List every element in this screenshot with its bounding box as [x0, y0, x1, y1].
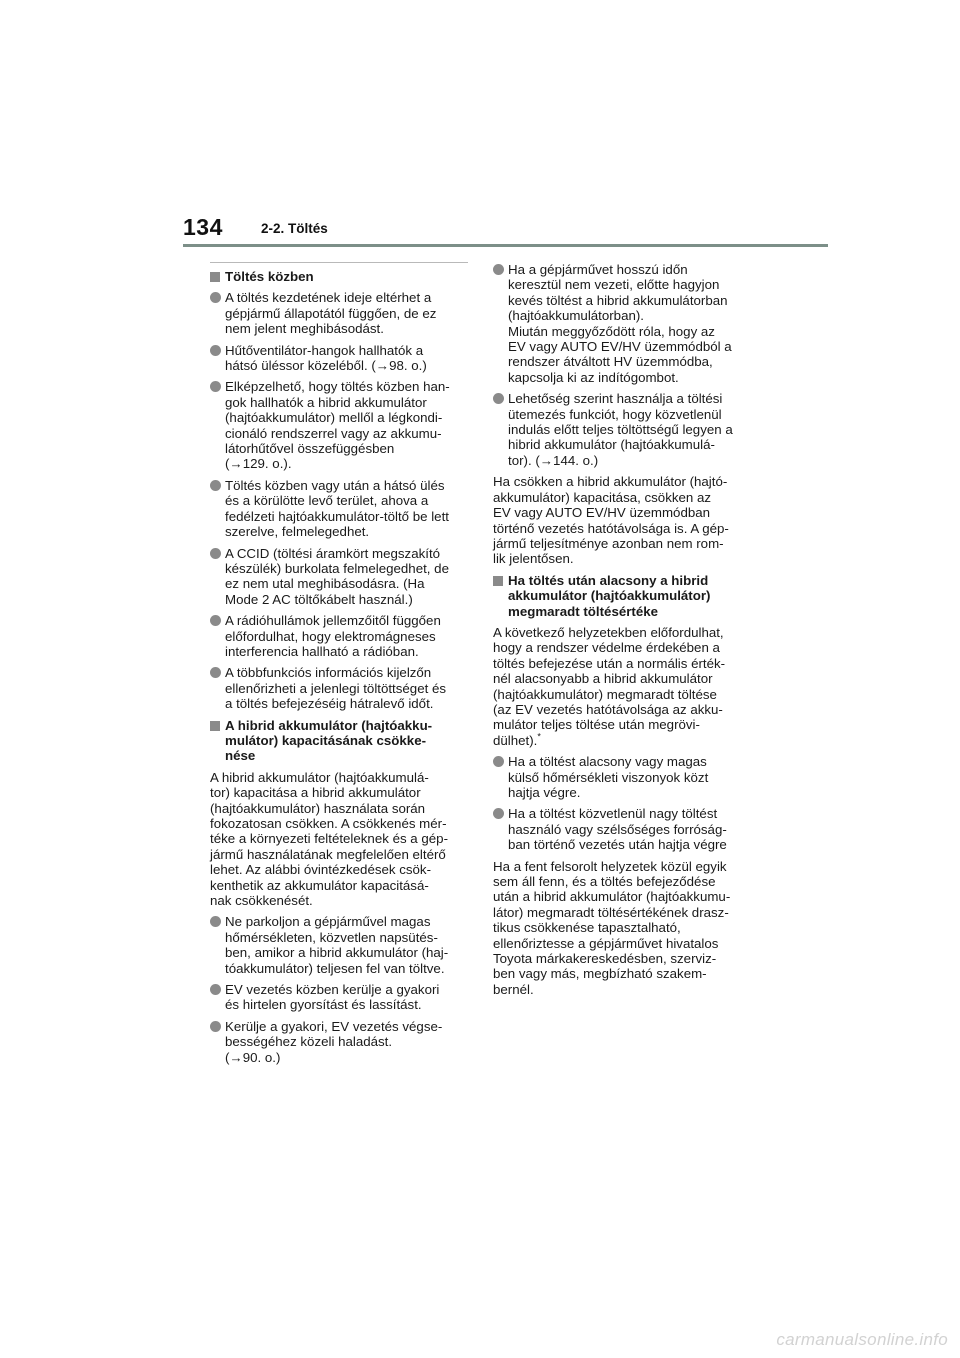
text-line: mulátor) kapacitásának csökke-: [225, 732, 427, 748]
text-line: bességéhez közeli haladást.: [225, 1034, 393, 1050]
text-line: Ha a töltést alacsony vagy magas: [508, 754, 707, 770]
text-line: (→90. o.): [225, 1049, 281, 1065]
text-line: hátsó üléssor közeléből. (→98. o.): [225, 358, 427, 374]
text-line: hibrid akkumulátor (hajtóakkumulá-: [508, 437, 715, 453]
text-line: Ha a töltést közvetlenül nagy töltést: [508, 806, 718, 822]
text-line: Töltés közben vagy után a hátsó ülés: [225, 477, 445, 493]
text-line: Miután meggyőződött róla, hogy az: [508, 323, 715, 339]
footnote-mark: *: [537, 731, 541, 742]
text-line: bernél.: [493, 981, 534, 997]
text-line: ellenőriztesse a gépjárművet hivatalos: [493, 935, 719, 951]
bullet-item: [210, 982, 468, 1013]
text-line: akkumulátor (hajtóakkumulátor): [508, 588, 711, 604]
text-line: kenthetik az akkumulátor kapacitásá-: [210, 877, 429, 893]
paragraph: [493, 859, 751, 998]
text-line: használó vagy szélsőséges forróság-: [508, 821, 727, 837]
circle-bullet-icon: [210, 1021, 221, 1032]
paragraph: [210, 770, 468, 909]
text-line: fokozatosan csökken. A csökkenés mér-: [210, 816, 447, 831]
text-line: nél alacsonyabb a hibrid akkumulátor: [493, 671, 713, 687]
text-line: fedélzeti hajtóakkumulátor-töltő be lett: [225, 508, 449, 524]
text-line: téke a környezeti feltételeknek és a gép-: [210, 831, 449, 847]
text-line: (hajtóakkumulátor) használata során: [210, 800, 426, 816]
left-column: [210, 262, 468, 1071]
text-line: lik jelentősen.: [493, 551, 574, 567]
bullet-item: [493, 262, 751, 385]
text-line: interferencia hallható a rádióban.: [225, 643, 419, 659]
text-line: ben, amikor a hibrid akkumulátor (haj-: [225, 945, 449, 961]
text-line: Ha csökken a hibrid akkumulátor (hajtó-: [493, 474, 728, 490]
text-line: nem jelent meghibásodást.: [225, 321, 384, 337]
square-bullet-icon: [493, 576, 503, 586]
circle-bullet-icon: [210, 292, 221, 303]
section-heading: [493, 573, 751, 619]
text-line: kapcsolja ki az indítógombot.: [508, 369, 679, 385]
text-line: A CCID (töltési áramkört megszakító: [225, 545, 441, 561]
text-line: Mode 2 AC töltőkábelt használ.): [225, 591, 413, 607]
text-line: A többfunkciós információs kijelzőn: [225, 665, 432, 681]
text-line: dülhet).*: [493, 731, 541, 748]
text-line: Hűtőventilátor-hangok hallhatók a: [225, 342, 424, 358]
text-line: kevés töltést a hibrid akkumulátorban: [508, 292, 728, 308]
bullet-item: [210, 290, 468, 336]
text-line: hőmérsékleten, közvetlen napsütés-: [225, 929, 438, 945]
text-line: (hajtóakkumulátorban).: [508, 308, 644, 324]
text-line: történő vezetés hatótávolsága is. A gép-: [493, 520, 729, 536]
text-line: készülék) burkolata felmelegedhet, de: [225, 560, 449, 576]
bullet-item: [210, 379, 468, 471]
bullet-item: [210, 546, 468, 608]
text-line: ez nem utal meghibásodásra. (Ha: [225, 576, 425, 592]
text-line: Ne parkoljon a gépjárművel magas: [225, 914, 431, 930]
text-line: (az EV vezetés hatótávolsága az akku-: [493, 701, 723, 717]
paragraph: [493, 625, 751, 748]
text-line: látorhűtővel összefüggésben: [225, 441, 395, 457]
bullet-item: [493, 754, 751, 800]
text-line: lehet. Az alábbi óvintézkedések csök-: [210, 862, 432, 878]
text-line: Ha töltés után alacsony a hibrid: [508, 572, 709, 588]
bullet-item: [210, 1019, 468, 1065]
page-number: 134: [183, 214, 223, 240]
square-bullet-icon: [210, 272, 220, 282]
text-line: után a hibrid akkumulátor (hajtóakkumu-: [493, 889, 731, 905]
circle-bullet-icon: [493, 264, 504, 275]
text-line: EV vagy AUTO EV/HV üzemmódban: [493, 505, 711, 521]
text-line: akkumulátor) kapacitása, csökken az: [493, 489, 712, 505]
text-line: Kerülje a gyakori, EV vezetés végse-: [225, 1018, 443, 1034]
circle-bullet-icon: [210, 984, 221, 995]
text-line: rendszer átváltott HV üzemmódba,: [508, 354, 713, 370]
section-title: 2-2. Töltés: [261, 221, 328, 236]
text-line: tóakkumulátor) teljesen fel van töltve.: [225, 960, 445, 976]
bullet-item: [210, 478, 468, 540]
bullet-item: [210, 613, 468, 659]
text-line: A töltés kezdetének ideje eltérhet a: [225, 290, 432, 306]
text-line: EV vagy AUTO EV/HV üzemmódból a: [508, 339, 732, 355]
square-bullet-icon: [210, 721, 220, 731]
bullet-item: [493, 391, 751, 468]
text-line: nak csökkenését.: [210, 893, 313, 909]
text-line: (hajtóakkumulátor) mellől a légkondi-: [225, 410, 443, 426]
text-line: A következő helyzetekben előfordulhat,: [493, 624, 724, 640]
text-line: keresztül nem vezeti, előtte hagyjon: [508, 277, 720, 293]
text-line: Ha a fent felsorolt helyzetek közül egyik: [493, 858, 727, 874]
header-rule: [183, 244, 828, 247]
text-line: töltés befejezése után a normális érték-: [493, 655, 726, 671]
text-line: és hirtelen gyorsítást és lassítást.: [225, 997, 422, 1013]
text-line: A hibrid akkumulátor (hajtóakkumulá-: [210, 769, 429, 785]
text-line: ben vagy más, megbízható szakem-: [493, 966, 707, 982]
bullet-item: [210, 665, 468, 711]
text-line: gépjármű állapotától függően, de ez: [225, 305, 437, 321]
column-top-rule: [210, 262, 468, 263]
text-line: indulás előtt teljes töltöttségű legyen a: [508, 422, 733, 438]
text-line: gok hallhatók a hibrid akkumulátor: [225, 394, 427, 410]
bullet-item: [210, 914, 468, 976]
text-line: látor) megmaradt töltésértékének drasz-: [493, 904, 729, 920]
paragraph: [493, 474, 751, 566]
watermark: carmanualsonline.info: [776, 1330, 948, 1349]
text-line: külső hőmérsékleti viszonyok közt: [508, 769, 709, 785]
text-line: ellenőrizheti a jelenlegi töltöttséget és: [225, 680, 447, 696]
text-line: A rádióhullámok jellemzőitől függően: [225, 613, 441, 629]
text-line: Ha a gépjárművet hosszú időn: [508, 262, 688, 277]
section-heading: [210, 718, 468, 764]
text-line: A hibrid akkumulátor (hajtóakku-: [225, 717, 433, 733]
section-heading: [210, 269, 468, 284]
text-line: tikus csökkenése tapasztalható,: [493, 920, 681, 936]
text-line: megmaradt töltésértéke: [508, 603, 659, 619]
text-line: cionáló rendszerrel vagy az akkumu-: [225, 425, 442, 441]
circle-bullet-icon: [210, 345, 221, 356]
bullet-item: [493, 806, 751, 852]
text-line: jármű használatának megfelelően eltérő: [210, 846, 446, 862]
bullet-item: [210, 343, 468, 374]
text-line: sem áll fenn, és a töltés befejeződése: [493, 874, 716, 890]
text-line: hogy a rendszer védelme érdekében a: [493, 640, 720, 656]
text-line: (→129. o.).: [225, 456, 292, 472]
circle-bullet-icon: [210, 916, 221, 927]
circle-bullet-icon: [210, 480, 221, 491]
text-line: a töltés befejezéséig hátralevő időt.: [225, 696, 434, 712]
right-column: [493, 262, 751, 1003]
text-line: Töltés közben: [225, 269, 314, 284]
text-line: (hajtóakkumulátor) megmaradt töltése: [493, 686, 717, 702]
text-line: tor). (→144. o.): [508, 452, 599, 468]
circle-bullet-icon: [210, 381, 221, 392]
text-line: mulátor teljes töltése után megrövi-: [493, 717, 700, 733]
circle-bullet-icon: [210, 615, 221, 626]
circle-bullet-icon: [210, 667, 221, 678]
circle-bullet-icon: [493, 808, 504, 819]
text-line: Elképzelhető, hogy töltés közben han-: [225, 379, 450, 395]
text-line: EV vezetés közben kerülje a gyakori: [225, 982, 440, 998]
text-line: ban történő vezetés után hajtja végre: [508, 837, 727, 853]
text-line: és a körülötte levő terület, ahova a: [225, 493, 429, 509]
circle-bullet-icon: [493, 393, 504, 404]
text-line: Lehetőség szerint használja a töltési: [508, 391, 723, 407]
text-line: nése: [225, 748, 256, 764]
text-line: szerelve, felmelegedhet.: [225, 524, 370, 540]
text-line: hajtja végre.: [508, 785, 581, 800]
text-line: Toyota márkakereskedésben, szerviz-: [493, 951, 717, 967]
text-line: jármű teljesítménye azonban nem rom-: [493, 535, 724, 551]
circle-bullet-icon: [210, 548, 221, 559]
text-line: tor) kapacitása a hibrid akkumulátor: [210, 785, 421, 801]
circle-bullet-icon: [493, 756, 504, 767]
text-line: előfordulhat, hogy elektromágneses: [225, 628, 436, 644]
text-line: ütemezés funkciót, hogy közvetlenül: [508, 406, 722, 422]
